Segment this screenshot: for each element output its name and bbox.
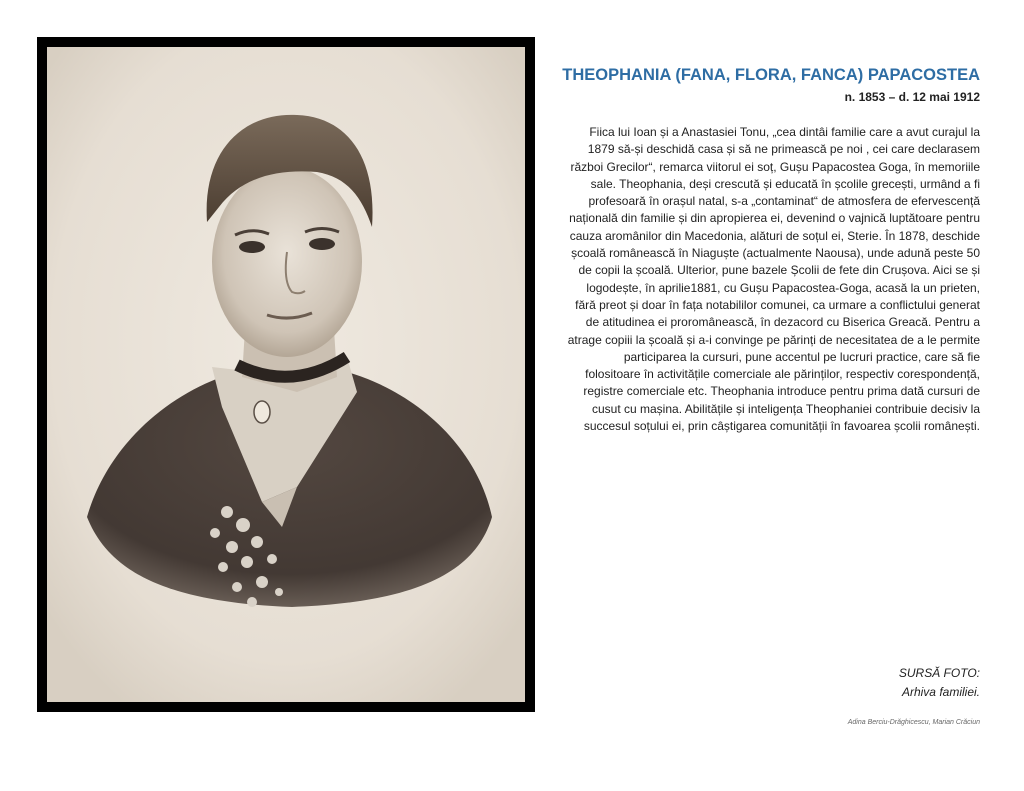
portrait-photo-frame xyxy=(37,37,535,712)
life-dates: n. 1853 – d. 12 mai 1912 xyxy=(844,90,980,104)
portrait-photo xyxy=(47,47,525,702)
photo-source-value: Arhiva familiei. xyxy=(901,685,980,699)
photo-source-label: SURSĂ FOTO: xyxy=(898,666,980,680)
authors-credit: Adina Berciu-Drăghicescu, Marian Crăciun xyxy=(847,719,980,726)
biography-text: Fiica lui Ioan și a Anastasiei Tonu, „cea dintâi familie care a avut curajul la 1879 să-și deschidă casa și să ne primească pe noi , cei care declarasem război Grecilor“, remarca viitorul ei soț, Gușu Papacostea Goga, în memoriile sale. Theophania, deși crescută și educată în școlile grecești, urmând a fi profesoară în orașul natal, s-a „contaminat“ de atmosfera de efervescență națională din familie și din apropierea ei, devenind o vajnică luptătoare pentru cauza aromânilor din Macedonia, alături de soțul ei, Sterie. În 1878, deschide școală românească în Niaguște (actualmente Naousa), unde adună peste 50 de copii la școală. Ulterior, pune bazele Școlii de fete din Crușova. Aici se și logodește, în aprilie1881, cu Gușu Papacostea-Goga, acasă la un prieten, fără preot și doar în fața notabililor comunei, ca urmare a conflictului generat de atitudinea ei proromânească, în dezacord cu Biserica Greacă. Pentru a atrage copiii la școală și a-i convinge pe părinți de necesitatea de a le permite participarea la cursuri, pune accentul pe lucruri practice, care să fie folositoare în activitățile comerciale ale părinților, respectiv corespondență, registre comerciale etc. Theophania introduce pentru prima dată cursuri de cusut cu mașina. Abilitățile și inteligența Theophaniei contribuie decisiv la succesul soțului ei, prin câștigarea comunității în favoarea școlii românești. xyxy=(567,125,980,434)
page-title: THEOPHANIA (FANA, FLORA, FANCA) PAPACOSTEA xyxy=(562,66,980,84)
